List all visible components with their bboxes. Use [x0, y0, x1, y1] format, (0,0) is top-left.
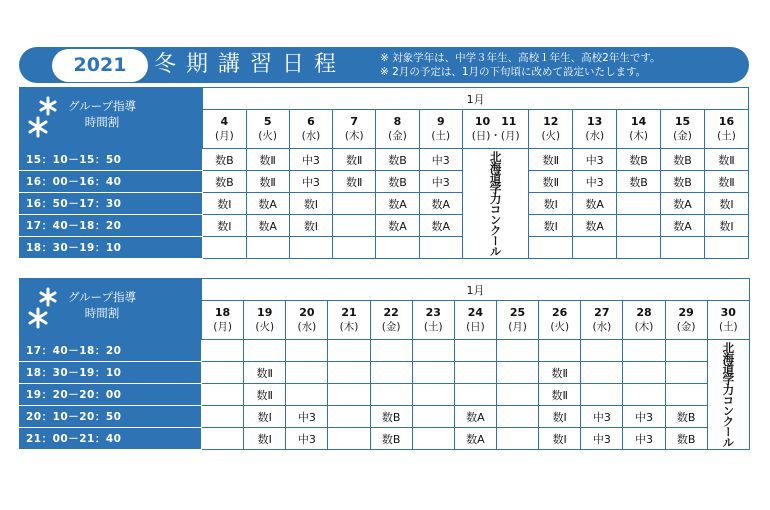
class-cell — [617, 237, 661, 259]
class-cell: 数Ⅰ — [539, 406, 581, 428]
schedule-row — [20, 171, 749, 193]
class-cell: 数Ⅱ — [333, 149, 376, 171]
day-number: 14 — [630, 115, 647, 128]
weekday: (月) — [508, 321, 527, 333]
time-slot: 17：40－18：20 — [20, 340, 202, 362]
class-cell — [539, 340, 581, 362]
weekday: (月) — [215, 130, 234, 142]
schedule-header-corner — [20, 279, 202, 340]
class-cell: 数Ⅱ — [246, 171, 289, 193]
weekday: (日)・(月) — [471, 130, 520, 142]
special-event-label: 北海道学力コンクール — [488, 151, 503, 256]
time-slot: 18：30－19：10 — [20, 362, 202, 384]
weekday: (木) — [634, 321, 654, 333]
class-cell: 中3 — [289, 149, 332, 171]
class-cell: 数A — [419, 215, 462, 237]
note-line-1: ※ 対象学年は、中学３年生、高校１年生、高校2年生です。 — [380, 52, 661, 64]
class-cell: 数Ⅱ — [704, 171, 748, 193]
day-header — [376, 110, 419, 149]
schedule-row — [20, 149, 749, 171]
day-number: 18 — [214, 306, 231, 319]
day-number: 4 — [220, 115, 229, 128]
class-cell — [496, 340, 538, 362]
class-cell: 中3 — [286, 406, 328, 428]
time-slot: 16：00－16：40 — [20, 171, 203, 193]
class-cell — [328, 406, 370, 428]
class-cell — [529, 237, 573, 259]
class-cell — [244, 340, 286, 362]
weekday: (月) — [213, 321, 232, 333]
day-header — [333, 110, 376, 149]
day-number: 26 — [552, 306, 568, 319]
class-cell: 数Ⅰ — [203, 193, 246, 215]
class-cell — [454, 340, 496, 362]
class-cell: 数Ⅰ — [289, 193, 332, 215]
day-header — [623, 301, 665, 340]
class-cell: 数B — [665, 428, 707, 450]
weekday: (金) — [676, 321, 696, 333]
class-cell: 数A — [573, 193, 617, 215]
class-cell — [328, 428, 370, 450]
class-cell: 数B — [617, 171, 661, 193]
day-header — [617, 110, 661, 149]
class-cell — [289, 237, 332, 259]
class-cell: 中3 — [623, 406, 665, 428]
class-cell: 中3 — [419, 149, 462, 171]
class-cell — [581, 362, 623, 384]
corner-label-line-2: 時間割 — [84, 306, 120, 320]
class-cell — [496, 384, 538, 406]
year-badge: 2021 — [52, 49, 148, 82]
weekday: (土) — [423, 321, 443, 333]
weekday: (金) — [673, 130, 692, 142]
time-slot: 18：30－19：10 — [20, 237, 203, 259]
day-number: 8 — [393, 115, 402, 128]
weekday: (土) — [718, 321, 738, 333]
class-cell: 数Ⅱ — [246, 149, 289, 171]
class-cell: 数Ⅰ — [244, 406, 286, 428]
class-cell: 数B — [203, 149, 246, 171]
schedule-row — [20, 384, 750, 406]
class-cell — [328, 340, 370, 362]
class-cell: 数A — [246, 193, 289, 215]
class-cell — [419, 237, 462, 259]
corner-label-line-1: グループ指導 — [68, 290, 137, 304]
class-cell — [412, 362, 454, 384]
class-cell: 数A — [661, 215, 705, 237]
special-event-label: 北海道学力コンクール — [721, 342, 736, 447]
class-cell: 数B — [203, 171, 246, 193]
class-cell: 数A — [573, 215, 617, 237]
class-cell: 数B — [661, 149, 705, 171]
day-number: 5 — [263, 115, 272, 128]
class-cell: 数B — [370, 428, 412, 450]
day-number: 20 — [299, 306, 315, 319]
day-header — [202, 301, 244, 340]
day-header — [419, 110, 462, 149]
day-number: 12 — [543, 115, 559, 128]
day-number: 13 — [587, 115, 603, 128]
day-header — [370, 301, 412, 340]
day-number: 15 — [674, 115, 691, 128]
class-cell: 数A — [376, 215, 419, 237]
class-cell — [704, 237, 748, 259]
class-cell: 数B — [376, 171, 419, 193]
weekday: (水) — [301, 130, 321, 142]
month-header: 1月 — [202, 279, 750, 301]
class-cell: 数A — [419, 193, 462, 215]
class-cell — [665, 340, 707, 362]
class-cell: 中3 — [581, 406, 623, 428]
weekday: (土) — [431, 130, 451, 142]
weekday: (日) — [466, 321, 485, 333]
class-cell: 数A — [454, 428, 496, 450]
weekday: (火) — [541, 130, 561, 142]
class-cell: 数Ⅱ — [529, 149, 573, 171]
schedule-table-week2 — [19, 278, 750, 450]
day-number: 28 — [636, 306, 652, 319]
day-number: 25 — [509, 306, 526, 319]
day-header — [203, 110, 246, 149]
class-cell — [333, 237, 376, 259]
class-cell — [454, 362, 496, 384]
day-header — [246, 110, 289, 149]
day-number: 6 — [307, 115, 315, 128]
snowflake-icon — [26, 287, 64, 331]
schedule-header-corner — [20, 88, 203, 149]
class-cell — [581, 340, 623, 362]
day-number: 21 — [341, 306, 357, 319]
class-cell — [623, 362, 665, 384]
class-cell: 中3 — [623, 428, 665, 450]
class-cell: 数Ⅰ — [704, 215, 748, 237]
day-header — [665, 301, 707, 340]
class-cell: 中3 — [419, 171, 462, 193]
weekday: (土) — [717, 130, 736, 142]
weekday: (木) — [344, 130, 364, 142]
day-header — [289, 110, 332, 149]
class-cell — [202, 340, 244, 362]
day-number: 22 — [383, 306, 399, 319]
class-cell: 中3 — [581, 428, 623, 450]
special-event-cell — [462, 149, 528, 259]
corner-label-line-2: 時間割 — [84, 115, 120, 129]
day-header — [573, 110, 617, 149]
class-cell — [496, 406, 538, 428]
class-cell: 数B — [617, 149, 661, 171]
class-cell — [370, 384, 412, 406]
weekday: (火) — [258, 130, 277, 142]
time-slot: 17：40－18：20 — [20, 215, 203, 237]
class-cell — [412, 428, 454, 450]
class-cell — [202, 362, 244, 384]
day-header — [328, 301, 370, 340]
time-slot: 16：50－17：30 — [20, 193, 203, 215]
day-header — [704, 110, 748, 149]
day-number: 10 11 — [474, 115, 517, 128]
time-slot: 20：10－20：50 — [20, 406, 202, 428]
schedule-row — [20, 215, 749, 237]
schedule-row — [20, 193, 749, 215]
schedule-row — [20, 237, 749, 259]
class-cell: 数Ⅰ — [539, 428, 581, 450]
class-cell — [412, 384, 454, 406]
day-header — [707, 301, 749, 340]
day-header — [244, 301, 286, 340]
class-cell: 数Ⅱ — [529, 171, 573, 193]
class-cell: 数B — [370, 406, 412, 428]
class-cell: 数Ⅰ — [704, 193, 748, 215]
class-cell — [202, 384, 244, 406]
day-header — [496, 301, 538, 340]
day-number: 29 — [678, 306, 694, 319]
day-header — [454, 301, 496, 340]
class-cell: 数B — [665, 406, 707, 428]
class-cell: 数A — [246, 215, 289, 237]
class-cell — [623, 384, 665, 406]
class-cell — [617, 193, 661, 215]
weekday: (水) — [297, 321, 317, 333]
day-number: 16 — [718, 115, 735, 128]
class-cell — [333, 215, 376, 237]
class-cell — [246, 237, 289, 259]
class-cell: 数Ⅰ — [203, 215, 246, 237]
corner-label — [68, 98, 136, 130]
schedule-row — [20, 340, 750, 362]
class-cell — [202, 406, 244, 428]
day-number: 23 — [425, 306, 441, 319]
weekday: (火) — [550, 321, 570, 333]
class-cell: 数B — [661, 171, 705, 193]
weekday: (木) — [339, 321, 359, 333]
class-cell — [333, 193, 376, 215]
class-cell — [202, 428, 244, 450]
notes — [380, 51, 660, 79]
note-line-2: ※ 2月の予定は、1月の下旬頃に改めて設定いたします。 — [380, 66, 647, 78]
class-cell: 中3 — [286, 428, 328, 450]
class-cell — [661, 237, 705, 259]
weekday: (火) — [255, 321, 275, 333]
class-cell — [581, 384, 623, 406]
class-cell: 数Ⅰ — [529, 215, 573, 237]
class-cell: 数Ⅰ — [529, 193, 573, 215]
class-cell: 数Ⅱ — [704, 149, 748, 171]
day-header — [539, 301, 581, 340]
day-header — [529, 110, 573, 149]
class-cell — [573, 237, 617, 259]
weekday: (水) — [585, 130, 605, 142]
page-title: 冬期講習日程 — [154, 52, 347, 77]
day-header — [581, 301, 623, 340]
class-cell: 中3 — [573, 171, 617, 193]
class-cell — [328, 384, 370, 406]
corner-label — [68, 289, 136, 321]
class-cell — [454, 384, 496, 406]
weekday: (水) — [592, 321, 612, 333]
day-number: 19 — [257, 306, 273, 319]
class-cell — [370, 340, 412, 362]
class-cell — [617, 215, 661, 237]
schedule-table-week1 — [19, 87, 749, 259]
class-cell — [328, 362, 370, 384]
day-header — [462, 110, 528, 149]
weekday: (木) — [629, 130, 648, 142]
schedule-row — [20, 362, 750, 384]
day-number: 24 — [467, 306, 484, 319]
class-cell — [286, 340, 328, 362]
class-cell — [412, 406, 454, 428]
class-cell: 数B — [376, 149, 419, 171]
time-slot: 19：20－20：00 — [20, 384, 202, 406]
class-cell — [203, 237, 246, 259]
class-cell — [665, 384, 707, 406]
class-cell: 数A — [454, 406, 496, 428]
month-header: 1月 — [203, 88, 749, 110]
class-cell — [496, 362, 538, 384]
day-header — [661, 110, 705, 149]
class-cell — [376, 237, 419, 259]
class-cell — [496, 428, 538, 450]
class-cell: 中3 — [289, 171, 332, 193]
weekday: (金) — [381, 321, 401, 333]
schedule-row — [20, 428, 750, 450]
snowflake-icon — [26, 96, 64, 140]
class-cell: 数Ⅱ — [539, 384, 581, 406]
class-cell: 数Ⅱ — [244, 384, 286, 406]
class-cell — [412, 340, 454, 362]
class-cell — [623, 340, 665, 362]
corner-label-line-1: グループ指導 — [68, 99, 137, 113]
class-cell: 数Ⅱ — [333, 171, 376, 193]
day-number: 30 — [720, 306, 736, 319]
day-number: 7 — [350, 115, 359, 128]
class-cell: 数Ⅰ — [244, 428, 286, 450]
day-number: 9 — [436, 115, 445, 128]
day-number: 27 — [594, 306, 610, 319]
weekday: (金) — [388, 130, 407, 142]
schedule-row — [20, 406, 750, 428]
class-cell: 数A — [376, 193, 419, 215]
class-cell: 数Ⅰ — [289, 215, 332, 237]
time-slot: 15：10－15：50 — [20, 149, 203, 171]
day-header — [286, 301, 328, 340]
special-event-cell — [707, 340, 749, 450]
class-cell — [286, 384, 328, 406]
time-slot: 21：00－21：40 — [20, 428, 202, 450]
class-cell — [286, 362, 328, 384]
class-cell: 数Ⅱ — [539, 362, 581, 384]
class-cell — [665, 362, 707, 384]
class-cell: 中3 — [573, 149, 617, 171]
day-header — [412, 301, 454, 340]
class-cell: 数Ⅱ — [244, 362, 286, 384]
class-cell — [370, 362, 412, 384]
class-cell: 数A — [661, 193, 705, 215]
